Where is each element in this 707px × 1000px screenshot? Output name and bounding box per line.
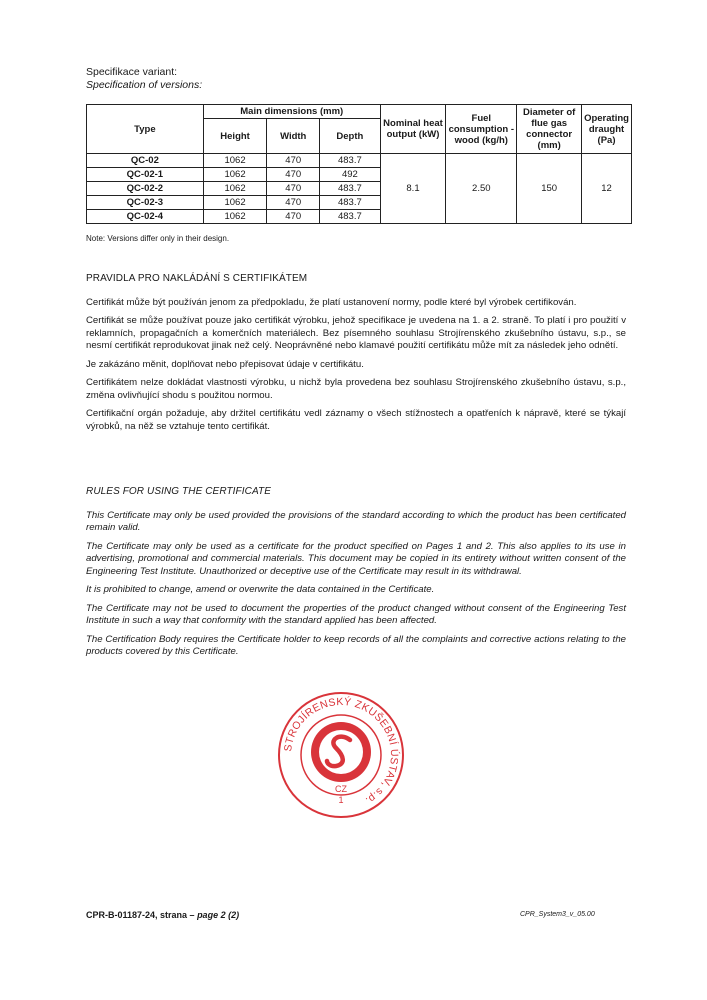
cell-depth: 483.7 — [320, 196, 381, 210]
cell-type: QC-02-4 — [87, 210, 204, 224]
header-fuel-consumption: Fuel consumption - wood (kg/h) — [446, 105, 517, 154]
specification-title — [86, 66, 202, 92]
cell-type: QC-02-2 — [87, 182, 204, 196]
rules-paragraph: It is prohibited to change, amend or overwrite the data contained in the Certificate. — [86, 584, 435, 595]
cell-width: 470 — [267, 168, 320, 182]
cell-width: 470 — [267, 154, 320, 168]
rules-paragraph: Je zakázáno měnit, doplňovat nebo přepisovat údaje v certifikátu. — [86, 358, 364, 370]
rules-heading-en: RULES FOR USING THE CERTIFICATE — [86, 486, 271, 497]
cell-height: 1062 — [203, 196, 267, 210]
table-row — [87, 154, 632, 168]
header-height: Height — [203, 119, 267, 154]
cell-width: 470 — [267, 196, 320, 210]
rules-paragraph: The Certification Body requires the Certificate holder to keep records of all the complaints and corrective actions relating to the products covered by this Certificate. — [86, 633, 626, 657]
cell-width: 470 — [267, 210, 320, 224]
header-main-dimensions: Main dimensions (mm) — [203, 105, 380, 119]
institute-stamp-seal — [276, 690, 406, 820]
specification-title-cs: Specifikace variant: — [86, 66, 178, 78]
cell-type: QC-02-1 — [87, 168, 204, 182]
footer-document-number: CPR-B-01187-24, strana – — [86, 910, 198, 920]
header-flue-diameter: Diameter of flue gas connector (mm) — [517, 105, 582, 154]
cell-height: 1062 — [203, 182, 267, 196]
table-note: Note: Versions differ only in their design. — [86, 234, 230, 243]
stamp-number: 1 — [338, 795, 344, 805]
rules-paragraph: The Certificate may not be used to document the properties of the product changed without consent of the Engineering Test Institute in such a way that conformity with the standard applied has been affected. — [86, 602, 626, 626]
rules-paragraph: This Certificate may only be used provided the provisions of the standard according to which the product has been certificated remain valid. — [86, 509, 626, 533]
footer-template-version: CPR_System3_v_05.00 — [520, 911, 595, 918]
specification-title-en: Specification of versions: — [86, 79, 203, 91]
cell-heat-output: 8.1 — [380, 154, 446, 224]
cell-height: 1062 — [203, 210, 267, 224]
cell-height: 1062 — [203, 154, 267, 168]
header-width: Width — [267, 119, 320, 154]
footer-page-number: page 2 (2) — [197, 910, 240, 920]
cell-height: 1062 — [203, 168, 267, 182]
header-operating-draught: Operating draught (Pa) — [582, 105, 632, 154]
cell-fuel-consumption: 2.50 — [446, 154, 517, 224]
cell-depth: 483.7 — [320, 154, 381, 168]
stamp-country: CZ — [335, 784, 347, 794]
cell-depth: 483.7 — [320, 182, 381, 196]
cell-width: 470 — [267, 182, 320, 196]
rules-paragraph: Certifikační orgán požaduje, aby držitel certifikátu vedl záznamy o všech stížnostech a opatřeních k nápravě, které se týkají výrobků, na něž se vztahuje tento certifikát. — [86, 408, 626, 432]
rules-section-en — [86, 486, 626, 665]
footer-document-id — [86, 910, 239, 920]
rules-paragraph: Certifikát může být používán jenom za předpokladu, že platí ustanovení normy, podle které byl výrobek certifikován. — [86, 296, 577, 308]
cell-depth: 483.7 — [320, 210, 381, 224]
cell-operating-draught: 12 — [582, 154, 632, 224]
header-heat-output: Nominal heat output (kW) — [380, 105, 446, 154]
stamp-text: STROJÍRENSKÝ ZKUŠEBNÍ ÚSTAV, s.p. — [282, 695, 401, 807]
versions-table — [86, 104, 632, 224]
cell-type: QC-02 — [87, 154, 204, 168]
rules-paragraph: The Certificate may only be used as a certificate for the product specified on Pages 1 and 2. This also applies to its use in advertising, promotional and commercial materials. This document may be copied in its entirety without written consent of the Engineering Test Institute. Unauthorized or deceptive use of the Certificate may result in its withdrawal. — [86, 540, 626, 577]
rules-section-cs — [86, 273, 626, 439]
rules-paragraph: Certifikátem nelze dokládat vlastnosti výrobku, u nichž byla provedena bez souhlasu Strojírenského zkušebního ústavu, s.p., změna ovlivňující shodu s použitou normou. — [86, 377, 626, 401]
header-depth: Depth — [320, 119, 381, 154]
cell-type: QC-02-3 — [87, 196, 204, 210]
header-type: Type — [87, 105, 204, 154]
rules-heading-cs: PRAVIDLA PRO NAKLÁDÁNÍ S CERTIFIKÁTEM — [86, 273, 308, 284]
rules-paragraph: Certifikát se může používat pouze jako certifikát výrobku, jehož specifikace je uvedena na 1. a 2. straně. To platí i pro použití v reklamních, propagačních a komerčních materiálech. Bez písemného souhlasu Strojírenského zkušebního ústavu, s.p., se nesmí certifikát reprodukovat jinak než celý. Neoprávněné nebo klamavé použití certifikátu může mít za následek jeho odnětí. — [86, 315, 626, 351]
cell-flue-diameter: 150 — [517, 154, 582, 224]
cell-depth: 492 — [320, 168, 381, 182]
